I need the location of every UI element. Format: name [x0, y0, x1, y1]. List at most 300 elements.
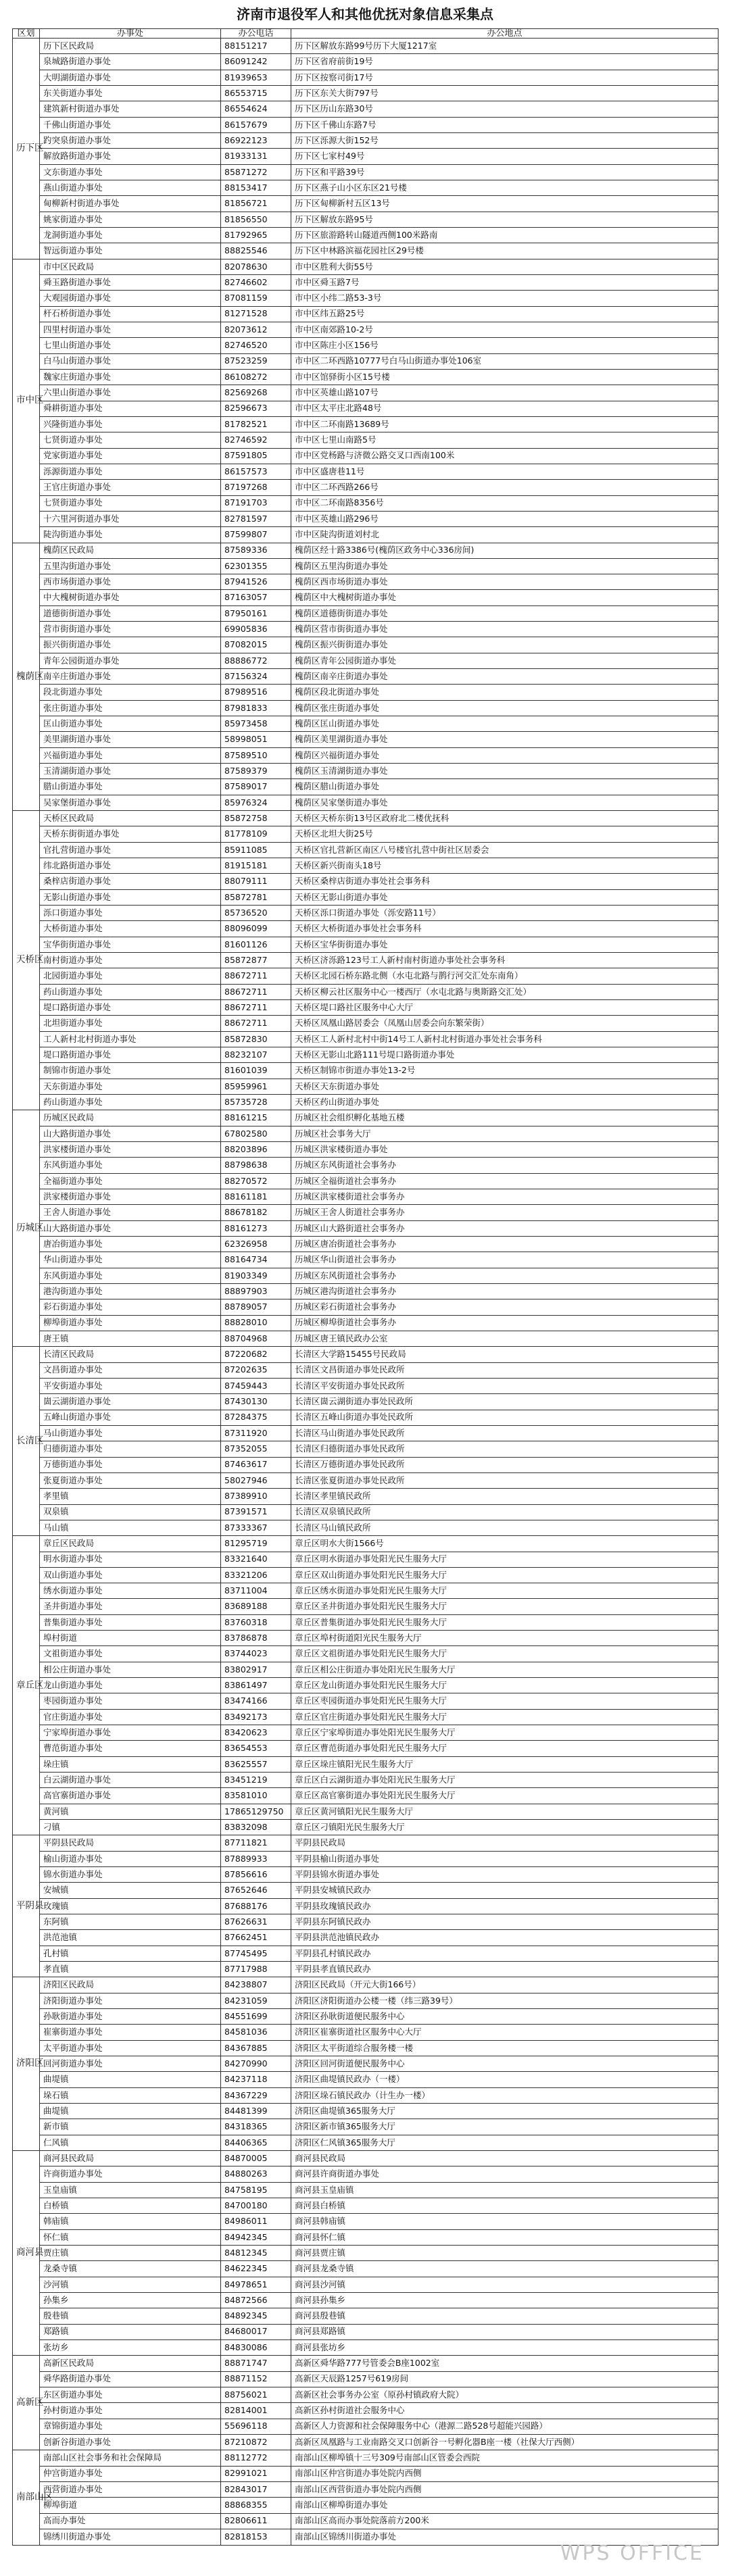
phone-cell: 55696118 — [221, 2419, 291, 2434]
table-row — [13, 1709, 719, 1725]
address-cell: 槐荫区腊山街道办事处 — [291, 779, 719, 795]
table-row — [13, 1094, 719, 1110]
phone-cell: 83760318 — [221, 1614, 291, 1630]
phone-cell: 87889933 — [221, 1851, 291, 1866]
office-cell: 明水街道办事处 — [40, 1552, 221, 1567]
phone-cell: 87599807 — [221, 527, 291, 543]
phone-cell: 83625557 — [221, 1756, 291, 1772]
office-cell: 孙耿街道办事处 — [40, 2009, 221, 2025]
table-row — [13, 353, 719, 369]
table-row — [13, 1110, 719, 1126]
address-cell: 市中区二环西路10777号白马山街道办事处106室 — [291, 353, 719, 369]
table-row — [13, 826, 719, 842]
page-title: 济南市退役军人和其他优抚对象信息采集点 — [237, 6, 493, 22]
office-cell: 工人新村北村街道办事处 — [40, 1031, 221, 1047]
address-cell: 章丘区明水大街1566号 — [291, 1536, 719, 1552]
address-cell: 章丘区埠村街道阳光民生服务大厅 — [291, 1631, 719, 1646]
phone-cell: 58027946 — [221, 1472, 291, 1488]
phone-cell: 87688176 — [221, 1898, 291, 1914]
phone-cell: 88672711 — [221, 1000, 291, 1016]
phone-cell: 84270990 — [221, 2056, 291, 2072]
phone-cell: 81601039 — [221, 1063, 291, 1079]
phone-cell: 81271528 — [221, 306, 291, 322]
phone-cell: 87941526 — [221, 574, 291, 590]
table-row — [13, 921, 719, 937]
table-row — [13, 653, 719, 668]
address-cell: 商河县张坊乡 — [291, 2339, 719, 2355]
phone-cell: 87989516 — [221, 685, 291, 700]
table-row — [13, 1993, 719, 2008]
table-row — [13, 1173, 719, 1189]
table-row — [13, 385, 719, 401]
phone-cell: 88079111 — [221, 874, 291, 889]
table-row — [13, 117, 719, 132]
address-cell: 商河县沙河镇 — [291, 2277, 719, 2292]
office-cell: 智远街道办事处 — [40, 243, 221, 259]
office-cell: 殷巷镇 — [40, 2308, 221, 2324]
table-row — [13, 164, 719, 180]
address-cell: 章丘区明水街道办事处阳光民生服务大厅 — [291, 1552, 719, 1567]
office-cell: 崔寨街道办事处 — [40, 2025, 221, 2040]
table-row — [13, 1835, 719, 1851]
table-row — [13, 2356, 719, 2371]
table-row — [13, 1504, 719, 1520]
address-cell: 天桥区新兴街南头18号 — [291, 858, 719, 874]
table-row — [13, 306, 719, 322]
office-cell: 贾庄镇 — [40, 2245, 221, 2260]
office-cell: 新市镇 — [40, 2119, 221, 2135]
address-cell: 槐荫区美里湖街道办事处 — [291, 732, 719, 747]
phone-cell: 88756021 — [221, 2387, 291, 2402]
phone-cell: 88868355 — [221, 2498, 291, 2513]
address-cell: 商河县怀仁镇 — [291, 2229, 719, 2245]
address-cell: 市中区二环西路266号 — [291, 480, 719, 495]
phone-cell: 88203896 — [221, 1141, 291, 1157]
table-row — [13, 212, 719, 227]
office-cell: 段北街道办事处 — [40, 685, 221, 700]
office-cell: 平阴县民政局 — [40, 1835, 221, 1851]
office-cell: 天桥区民政局 — [40, 811, 221, 826]
address-cell: 平阴县孔村镇民政办 — [291, 1946, 719, 1961]
address-cell: 市中区英雄山路107号 — [291, 385, 719, 401]
address-cell: 商河县郑路镇 — [291, 2324, 719, 2339]
address-cell: 长清区归德街道办事处民政所 — [291, 1441, 719, 1457]
address-cell: 历下区解放东路95号 — [291, 212, 719, 227]
table-row — [13, 543, 719, 558]
address-cell: 商河县玉皇庙镇 — [291, 2182, 719, 2198]
address-cell: 历下区省府前街19号 — [291, 54, 719, 70]
table-row — [13, 70, 719, 85]
table-body — [13, 39, 719, 2546]
table-row — [13, 1678, 719, 1693]
address-cell: 槐荫区营市街街道办事处 — [291, 622, 719, 637]
address-cell: 济阳区垛石镇民政办（计生办一楼） — [291, 2087, 719, 2103]
table-row — [13, 1268, 719, 1283]
office-cell: 柳埠街道办事处 — [40, 1315, 221, 1331]
office-cell: 制锦市街道办事处 — [40, 1063, 221, 1079]
address-cell: 天桥区药山街道办事处 — [291, 1094, 719, 1110]
office-cell: 孝直镇 — [40, 1962, 221, 1977]
office-cell: 白云湖街道办事处 — [40, 1773, 221, 1788]
district-cell: 市中区 — [13, 259, 40, 543]
table-row — [13, 889, 719, 905]
phone-cell: 87662451 — [221, 1930, 291, 1946]
address-cell: 长清区崮云湖街道办事处民政所 — [291, 1394, 719, 1410]
phone-cell: 84872566 — [221, 2292, 291, 2308]
office-cell: 长清区民政局 — [40, 1347, 221, 1362]
table-row — [13, 2481, 719, 2497]
table-row — [13, 464, 719, 479]
address-cell: 章丘区圣井街道办事处阳光民生服务大厅 — [291, 1599, 719, 1614]
phone-cell: 88672711 — [221, 968, 291, 984]
phone-cell: 83321206 — [221, 1567, 291, 1583]
office-cell: 垛庄镇 — [40, 1756, 221, 1772]
table-row — [13, 842, 719, 858]
phone-cell: 83711004 — [221, 1583, 291, 1599]
table-row — [13, 1662, 719, 1677]
table-row — [13, 906, 719, 921]
office-cell: 玫瑰镇 — [40, 1898, 221, 1914]
address-cell: 槐荫区振兴街街道办事处 — [291, 637, 719, 653]
table-row — [13, 1394, 719, 1410]
table-row — [13, 322, 719, 337]
table-row — [13, 401, 719, 416]
office-cell: 高新区民政局 — [40, 2356, 221, 2371]
address-cell: 历城区柳埠街道社会事务办 — [291, 1315, 719, 1331]
table-row — [13, 243, 719, 259]
phone-cell: 85872830 — [221, 1031, 291, 1047]
phone-cell: 88871152 — [221, 2371, 291, 2387]
office-cell: 济阳区民政局 — [40, 1977, 221, 1993]
address-cell: 商河县韩庙镇 — [291, 2214, 719, 2229]
phone-cell: 81915181 — [221, 858, 291, 874]
phone-cell: 88672711 — [221, 1016, 291, 1031]
office-cell: 东区街道办事处 — [40, 2387, 221, 2402]
address-cell: 槐荫区青年公园街道办事处 — [291, 653, 719, 668]
address-cell: 历城区社会组织孵化基地五楼 — [291, 1110, 719, 1126]
office-cell: 张坊乡 — [40, 2339, 221, 2355]
district-cell: 历城区 — [13, 1110, 40, 1347]
address-cell: 平阴县安城镇民政办 — [291, 1883, 719, 1898]
phone-cell: 81295719 — [221, 1536, 291, 1552]
phone-cell: 85976324 — [221, 795, 291, 810]
phone-cell: 82843017 — [221, 2481, 291, 2497]
office-cell: 大桥街道办事处 — [40, 921, 221, 937]
office-cell: 无影山街道办事处 — [40, 889, 221, 905]
phone-cell: 86108272 — [221, 369, 291, 385]
office-cell: 洪范池镇 — [40, 1930, 221, 1946]
header-row — [13, 29, 719, 39]
table-row — [13, 1489, 719, 1504]
phone-cell: 86554624 — [221, 101, 291, 117]
office-cell: 枣园街道办事处 — [40, 1693, 221, 1709]
address-cell: 槐荫区段北街道办事处 — [291, 685, 719, 700]
table-row — [13, 338, 719, 353]
address-cell: 高新区天辰路1257号619房间 — [291, 2371, 719, 2387]
address-cell: 高新区凤凰路与工业南路交叉口创新谷一号孵化器B座一楼（社保大厅西侧） — [291, 2434, 719, 2450]
phone-cell: 88798638 — [221, 1158, 291, 1173]
address-cell: 章丘区高官寨街道办事处阳光民生服务大厅 — [291, 1788, 719, 1804]
office-cell: 垛石镇 — [40, 2087, 221, 2103]
table-row — [13, 1693, 719, 1709]
table-row — [13, 1583, 719, 1599]
phone-cell: 88897903 — [221, 1283, 291, 1299]
phone-cell: 88161181 — [221, 1189, 291, 1204]
table-row — [13, 2419, 719, 2434]
phone-cell: 87589510 — [221, 747, 291, 763]
phone-cell: 88825546 — [221, 243, 291, 259]
phone-cell: 69905836 — [221, 622, 291, 637]
phone-cell: 81856721 — [221, 196, 291, 212]
table-row — [13, 1599, 719, 1614]
table-row — [13, 2040, 719, 2056]
table-row — [13, 369, 719, 385]
address-cell: 南部山区仲宫街道办事处院内西侧 — [291, 2466, 719, 2481]
phone-cell: 83654553 — [221, 1741, 291, 1756]
office-cell: 张庄街道办事处 — [40, 700, 221, 716]
phone-cell: 81903349 — [221, 1268, 291, 1283]
phone-cell: 88153417 — [221, 180, 291, 195]
address-cell: 槐荫区匡山街道办事处 — [291, 716, 719, 732]
office-cell: 党家街道办事处 — [40, 448, 221, 464]
district-cell: 历下区 — [13, 39, 40, 259]
office-cell: 沙河镇 — [40, 2277, 221, 2292]
address-cell: 长清区孝里镇民政所 — [291, 1489, 719, 1504]
address-cell: 市中区小纬二路53-3号 — [291, 291, 719, 306]
office-cell: 泺源街道办事处 — [40, 464, 221, 479]
address-cell: 市中区英雄山路296号 — [291, 511, 719, 526]
address-cell: 南部山区高而办事处院落前方200米 — [291, 2513, 719, 2529]
address-cell: 平阴县东阿镇民政办 — [291, 1914, 719, 1930]
phone-cell: 62301355 — [221, 558, 291, 574]
office-cell: 锦绣川街道办事处 — [40, 2529, 221, 2545]
office-cell: 兴福街道办事处 — [40, 747, 221, 763]
table-row — [13, 1299, 719, 1315]
table-row — [13, 1756, 719, 1772]
table-row — [13, 716, 719, 732]
table-row — [13, 85, 719, 101]
phone-cell: 88161273 — [221, 1220, 291, 1236]
address-cell: 商河县白桥镇 — [291, 2198, 719, 2213]
table-row — [13, 2277, 719, 2292]
address-cell: 历城区全福街道社会事务办 — [291, 1173, 719, 1189]
address-cell: 天桥区泺口街道办事处（泺安路11号） — [291, 906, 719, 921]
phone-cell: 85736520 — [221, 906, 291, 921]
address-cell: 长清区双泉镇民政所 — [291, 1504, 719, 1520]
phone-cell: 87389910 — [221, 1489, 291, 1504]
table-row — [13, 416, 719, 432]
phone-cell: 84367229 — [221, 2087, 291, 2103]
office-cell: 东关街道办事处 — [40, 85, 221, 101]
phone-cell: 17865129750 — [221, 1804, 291, 1819]
address-cell: 商河县孙集乡 — [291, 2292, 719, 2308]
table-row — [13, 2182, 719, 2198]
phone-cell: 58998051 — [221, 732, 291, 747]
office-cell: 白桥镇 — [40, 2198, 221, 2213]
office-cell: 孙村街道办事处 — [40, 2403, 221, 2419]
office-cell: 文祖街道办事处 — [40, 1646, 221, 1662]
office-cell: 唐王镇 — [40, 1331, 221, 1346]
office-cell: 白马山街道办事处 — [40, 353, 221, 369]
office-cell: 文东街道办事处 — [40, 164, 221, 180]
table-row — [13, 1158, 719, 1173]
address-cell: 槐荫区玉清湖街道办事处 — [291, 764, 719, 779]
address-cell: 历下区历山东路30号 — [291, 101, 719, 117]
phone-cell: 84830086 — [221, 2339, 291, 2355]
table-row — [13, 1236, 719, 1252]
table-row — [13, 259, 719, 274]
address-cell: 历下区东关大街797号 — [291, 85, 719, 101]
phone-cell: 87210872 — [221, 2434, 291, 2450]
office-cell: 大观园街道办事处 — [40, 291, 221, 306]
phone-cell: 67802580 — [221, 1126, 291, 1141]
address-cell: 历下区按察司街17号 — [291, 70, 719, 85]
table-row — [13, 227, 719, 243]
table-row — [13, 574, 719, 590]
table-row — [13, 2387, 719, 2402]
address-cell: 长清区马山街道办事处民政所 — [291, 1425, 719, 1441]
phone-cell: 88886772 — [221, 653, 291, 668]
office-cell: 圣井街道办事处 — [40, 1599, 221, 1614]
table-row — [13, 1977, 719, 1993]
address-cell: 槐荫区南辛庄街道办事处 — [291, 669, 719, 685]
phone-cell: 81939653 — [221, 70, 291, 85]
table-row — [13, 1851, 719, 1866]
office-cell: 孙集乡 — [40, 2292, 221, 2308]
phone-cell: 86922123 — [221, 132, 291, 148]
phone-cell: 84406365 — [221, 2135, 291, 2150]
table-row — [13, 1189, 719, 1204]
office-cell: 燕山街道办事处 — [40, 180, 221, 195]
office-cell: 南辛庄街道办事处 — [40, 669, 221, 685]
address-cell: 市中区二环南路8356号 — [291, 495, 719, 511]
table-row — [13, 1867, 719, 1883]
office-cell: 双泉镇 — [40, 1504, 221, 1520]
office-cell: 龙桑寺镇 — [40, 2261, 221, 2277]
table-row — [13, 54, 719, 70]
phone-cell: 87156324 — [221, 669, 291, 685]
phone-cell: 84551699 — [221, 2009, 291, 2025]
office-cell: 港沟街道办事处 — [40, 1283, 221, 1299]
address-cell: 章丘区相公庄街道办事处阳光民生服务大厅 — [291, 1662, 719, 1677]
office-cell: 匡山街道办事处 — [40, 716, 221, 732]
address-cell: 天桥区大桥街道办事处社会事务科 — [291, 921, 719, 937]
address-cell: 章丘区官庄街道办事处阳光民生服务大厅 — [291, 1709, 719, 1725]
phone-cell: 88164734 — [221, 1252, 291, 1268]
office-cell: 杆石桥街道办事处 — [40, 306, 221, 322]
office-cell: 玉皇庙镇 — [40, 2182, 221, 2198]
table-row — [13, 764, 719, 779]
office-cell: 解放路街道办事处 — [40, 149, 221, 164]
address-cell: 长清区大学路15455号民政局 — [291, 1347, 719, 1362]
table-row — [13, 2198, 719, 2213]
table-row — [13, 2150, 719, 2166]
phone-cell: 81792965 — [221, 227, 291, 243]
address-cell: 槐荫区经十路3386号(槐荫区政务中心336房间) — [291, 543, 719, 558]
phone-cell: 84481399 — [221, 2103, 291, 2119]
office-cell: 建筑新村街道办事处 — [40, 101, 221, 117]
office-cell: 兴隆街道办事处 — [40, 416, 221, 432]
table-row — [13, 2466, 719, 2481]
district-cell: 平阴县 — [13, 1835, 40, 1977]
office-cell: 天东街道办事处 — [40, 1079, 221, 1094]
address-cell: 章丘区刁镇阳光民生服务大厅 — [291, 1820, 719, 1835]
table-row — [13, 1378, 719, 1393]
address-cell: 平阴县锦水街道办事处 — [291, 1867, 719, 1883]
table-row — [13, 1441, 719, 1457]
phone-cell: 83451219 — [221, 1773, 291, 1788]
table-row — [13, 2513, 719, 2529]
address-cell: 历下区燕子山小区东区21号楼 — [291, 180, 719, 195]
phone-cell: 83689188 — [221, 1599, 291, 1614]
office-cell: 章丘区民政局 — [40, 1536, 221, 1552]
phone-cell: 83321640 — [221, 1552, 291, 1567]
table-row — [13, 622, 719, 637]
phone-cell: 87463617 — [221, 1457, 291, 1472]
table-row — [13, 2245, 719, 2260]
address-cell: 槐荫区中大槐树街道办事处 — [291, 590, 719, 605]
info-table — [12, 28, 719, 2546]
phone-cell: 84238807 — [221, 1977, 291, 1993]
table-row — [13, 590, 719, 605]
table-row — [13, 1567, 719, 1583]
address-cell: 章丘区普集街道办事处阳光民生服务大厅 — [291, 1614, 719, 1630]
phone-cell: 84318365 — [221, 2119, 291, 2135]
address-cell: 章丘区白云湖街道办事处阳光民生服务大厅 — [291, 1773, 719, 1788]
office-cell: 绣水街道办事处 — [40, 1583, 221, 1599]
table-row — [13, 1220, 719, 1236]
table-row — [13, 2229, 719, 2245]
phone-cell: 84680017 — [221, 2324, 291, 2339]
table-row — [13, 2498, 719, 2513]
table-row — [13, 1063, 719, 1079]
table-row — [13, 953, 719, 968]
phone-cell: 87589017 — [221, 779, 291, 795]
office-cell: 马山镇 — [40, 1520, 221, 1535]
office-cell: 南村街道办事处 — [40, 953, 221, 968]
address-cell: 高新区舜华路777号管委会B座1002室 — [291, 2356, 719, 2371]
address-cell: 天桥区济泺路123号工人新村南村街道办事处社会事务科 — [291, 953, 719, 968]
address-cell: 章丘区黄河镇阳光民生服务大厅 — [291, 1804, 719, 1819]
office-cell: 历城区民政局 — [40, 1110, 221, 1126]
office-cell: 创新谷街道办事处 — [40, 2434, 221, 2450]
address-cell: 平阴县玫瑰镇民政办 — [291, 1898, 719, 1914]
phone-cell: 84880263 — [221, 2166, 291, 2182]
address-cell: 济阳区曲堤镇民政办（一楼） — [291, 2072, 719, 2087]
address-cell: 天桥区无影山街道办事处 — [291, 889, 719, 905]
table-row — [13, 747, 719, 763]
office-cell: 济阳街道办事处 — [40, 1993, 221, 2008]
table-row — [13, 1646, 719, 1662]
table-row — [13, 1820, 719, 1835]
office-cell: 郑路镇 — [40, 2324, 221, 2339]
address-cell: 历下区七家村49号 — [291, 149, 719, 164]
address-cell: 槐荫区道德街街道办事处 — [291, 605, 719, 621]
table-row — [13, 1362, 719, 1378]
office-cell: 纬北路街道办事处 — [40, 858, 221, 874]
address-cell: 历城区东风街道社会事务办 — [291, 1158, 719, 1173]
header-district: 区划 — [13, 29, 40, 39]
table-row — [13, 1126, 719, 1141]
table-row — [13, 1331, 719, 1346]
office-cell: 榆山街道办事处 — [40, 1851, 221, 1866]
address-cell: 历城区社会事务大厅 — [291, 1126, 719, 1141]
office-cell: 东阿镇 — [40, 1914, 221, 1930]
office-cell: 韩庙镇 — [40, 2214, 221, 2229]
phone-cell: 87197268 — [221, 480, 291, 495]
address-cell: 历下区泺源大街152号 — [291, 132, 719, 148]
address-cell: 济阳区崔寨街道社区服务中心大厅 — [291, 2025, 719, 2040]
